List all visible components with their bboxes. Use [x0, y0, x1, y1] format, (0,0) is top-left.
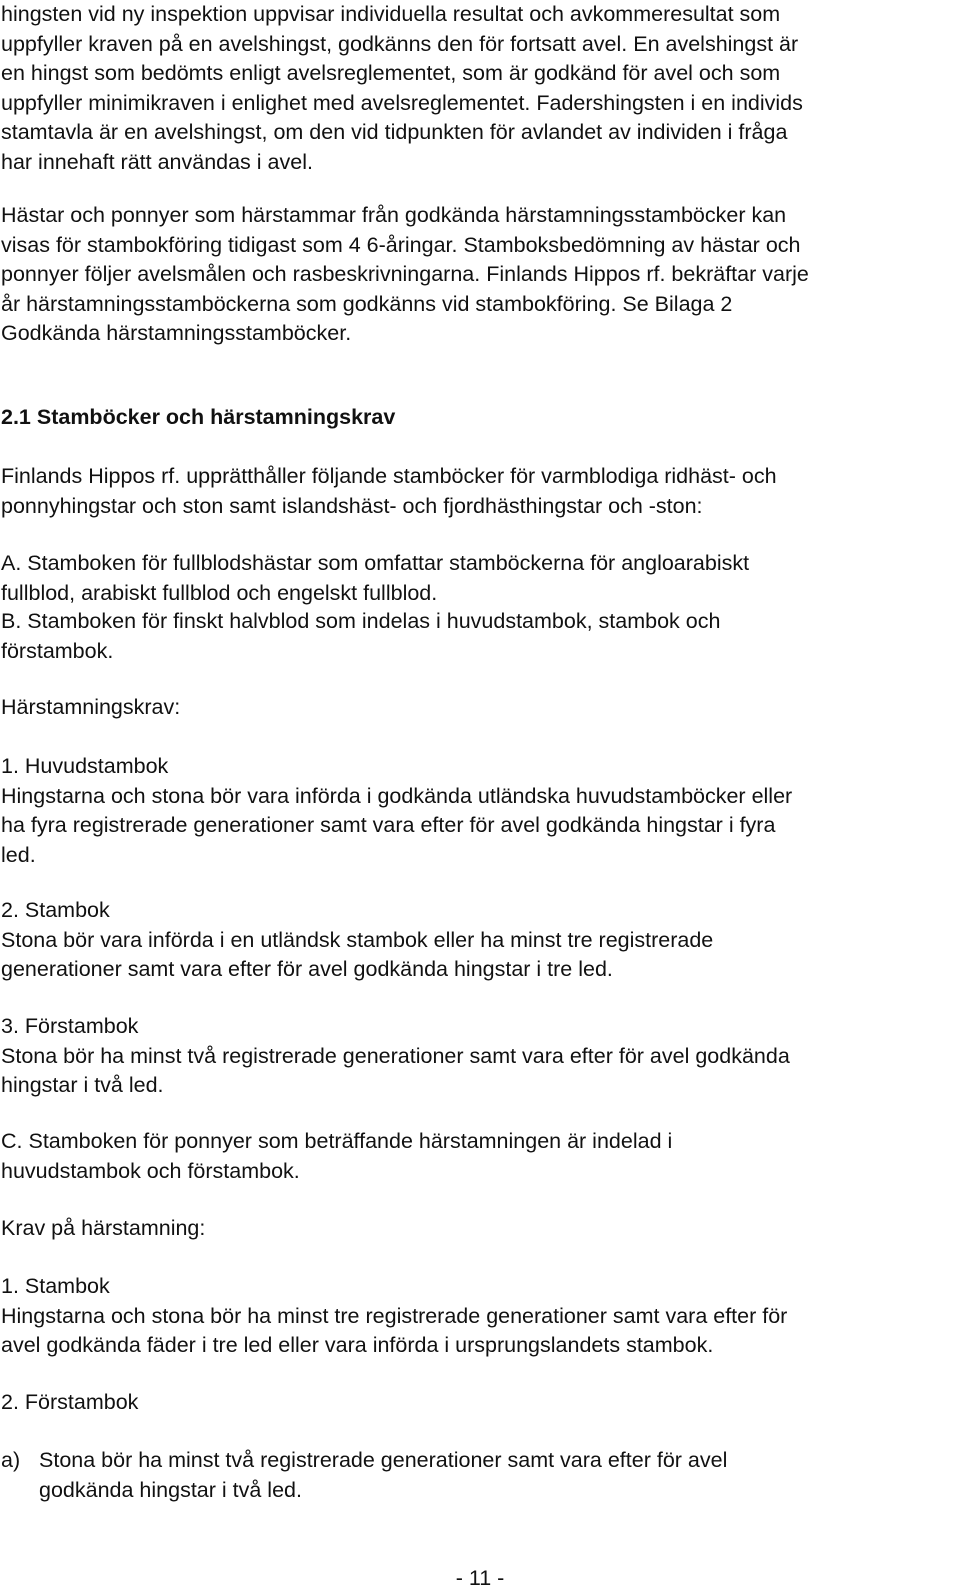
text-line: Hingstarna och stona bör vara införda i godkända utländska huvudstamböcker eller [1, 783, 793, 808]
text-line: hingsten vid ny inspektion uppvisar individuella resultat och avkommeresultat som [1, 2, 781, 26]
text-line: 2. Stambok [1, 898, 110, 922]
text-line: Stona bör vara införda i en utländsk stambok eller ha minst tre registrerade [1, 927, 714, 952]
krav-label: Krav på härstamning: [1, 1216, 206, 1240]
paragraph-finlands-hippos [1, 462, 953, 521]
text-line: en hingst som bedömts enligt avelsreglementet, som är godkänd för avel och som [1, 61, 781, 85]
text-line: Godkända härstamningsstamböcker. [1, 321, 352, 345]
text-line: generationer samt vara efter för avel godkända hingstar i tre led. [1, 957, 613, 981]
huvudstambok-item [1, 752, 953, 870]
text-line: Stona bör ha minst två registrerade generationer samt vara efter för avel godkända [1, 1043, 790, 1068]
text-line: godkända hingstar i två led. [39, 1477, 302, 1502]
stambok-b [1, 607, 953, 666]
text-line: fullblod, arabiskt fullblod och engelskt fullblod. [1, 580, 438, 605]
text-line: avel godkända fäder i tre led eller vara införda i ursprungslandets stambok. [1, 1333, 714, 1357]
text-line: A. Stamboken för fullblodshästar som omfattar stamböckerna för angloarabiskt [1, 551, 750, 575]
stambok-item [1, 896, 953, 985]
text-line: ha fyra registrerade generationer samt vara efter för avel godkända hingstar i fyra [1, 813, 776, 837]
text-line: ponnyhingstar och ston samt islandshäst- och fjordhästhingstar och -ston: [1, 493, 703, 518]
text-line: 3. Förstambok [1, 1014, 139, 1038]
c-stambok-item [1, 1272, 953, 1361]
text-line: 1. Stambok [1, 1274, 110, 1298]
text-line: uppfyller minimikraven i enlighet med avelsreglementet. Fadershingsten i en individs [1, 90, 803, 115]
page-number: - 11 - [455, 1566, 505, 1590]
text-line: år härstamningsstamböckerna som godkänns vid stambokföring. Se Bilaga 2 [1, 291, 733, 316]
text-line: uppfyller kraven på en avelshingst, godkänns den för fortsatt avel. En avelshingst är [1, 31, 799, 56]
text-line: B. Stamboken för finskt halvblod som indelas i huvudstambok, stambok och [1, 609, 721, 633]
text-line: led. [1, 842, 36, 867]
subitem-label: a) [1, 1448, 21, 1472]
subitem-text [39, 1446, 949, 1505]
text-line: C. Stamboken för ponnyer som beträffande härstamningen är indelad i [1, 1129, 673, 1153]
section-heading: 2.1 Stamböcker och härstamningskrav [1, 405, 396, 429]
text-line: Stona bör ha minst två registrerade generationer samt vara efter för avel [39, 1448, 728, 1472]
c-forstambok-item: 2. Förstambok [1, 1390, 139, 1414]
text-line: Hingstarna och stona bör ha minst tre registrerade generationer samt vara efter för [1, 1303, 788, 1328]
forstambok-item [1, 1012, 953, 1101]
text-line: har innehaft rätt användas i avel. [1, 149, 313, 174]
text-line: visas för stambokföring tidigast som 4 6-åringar. Stamboksbedömning av hästar och [1, 232, 801, 257]
harstamningskrav-label: Härstamningskrav: [1, 695, 181, 719]
text-line: hingstar i två led. [1, 1073, 164, 1097]
stambok-c [1, 1127, 953, 1186]
text-line: förstambok. [1, 638, 114, 663]
text-line: 1. Huvudstambok [1, 754, 169, 778]
text-line: Hästar och ponnyer som härstammar från godkända härstamningsstamböcker kan [1, 203, 787, 227]
c-forstambok-subitem-a [1, 1446, 953, 1506]
text-line: ponnyer följer avelsmålen och rasbeskrivningarna. Finlands Hippos rf. bekräftar varje [1, 262, 809, 286]
text-line: Finlands Hippos rf. upprätthåller följande stamböcker för varmblodiga ridhäst- och [1, 464, 777, 488]
paragraph-intro [1, 0, 953, 177]
text-line: stamtavla är en avelshingst, om den vid tidpunkten för avlandet av individen i fråga [1, 120, 788, 144]
text-line: huvudstambok och förstambok. [1, 1158, 300, 1183]
stambok-a [1, 549, 953, 608]
paragraph-hastar [1, 201, 953, 349]
